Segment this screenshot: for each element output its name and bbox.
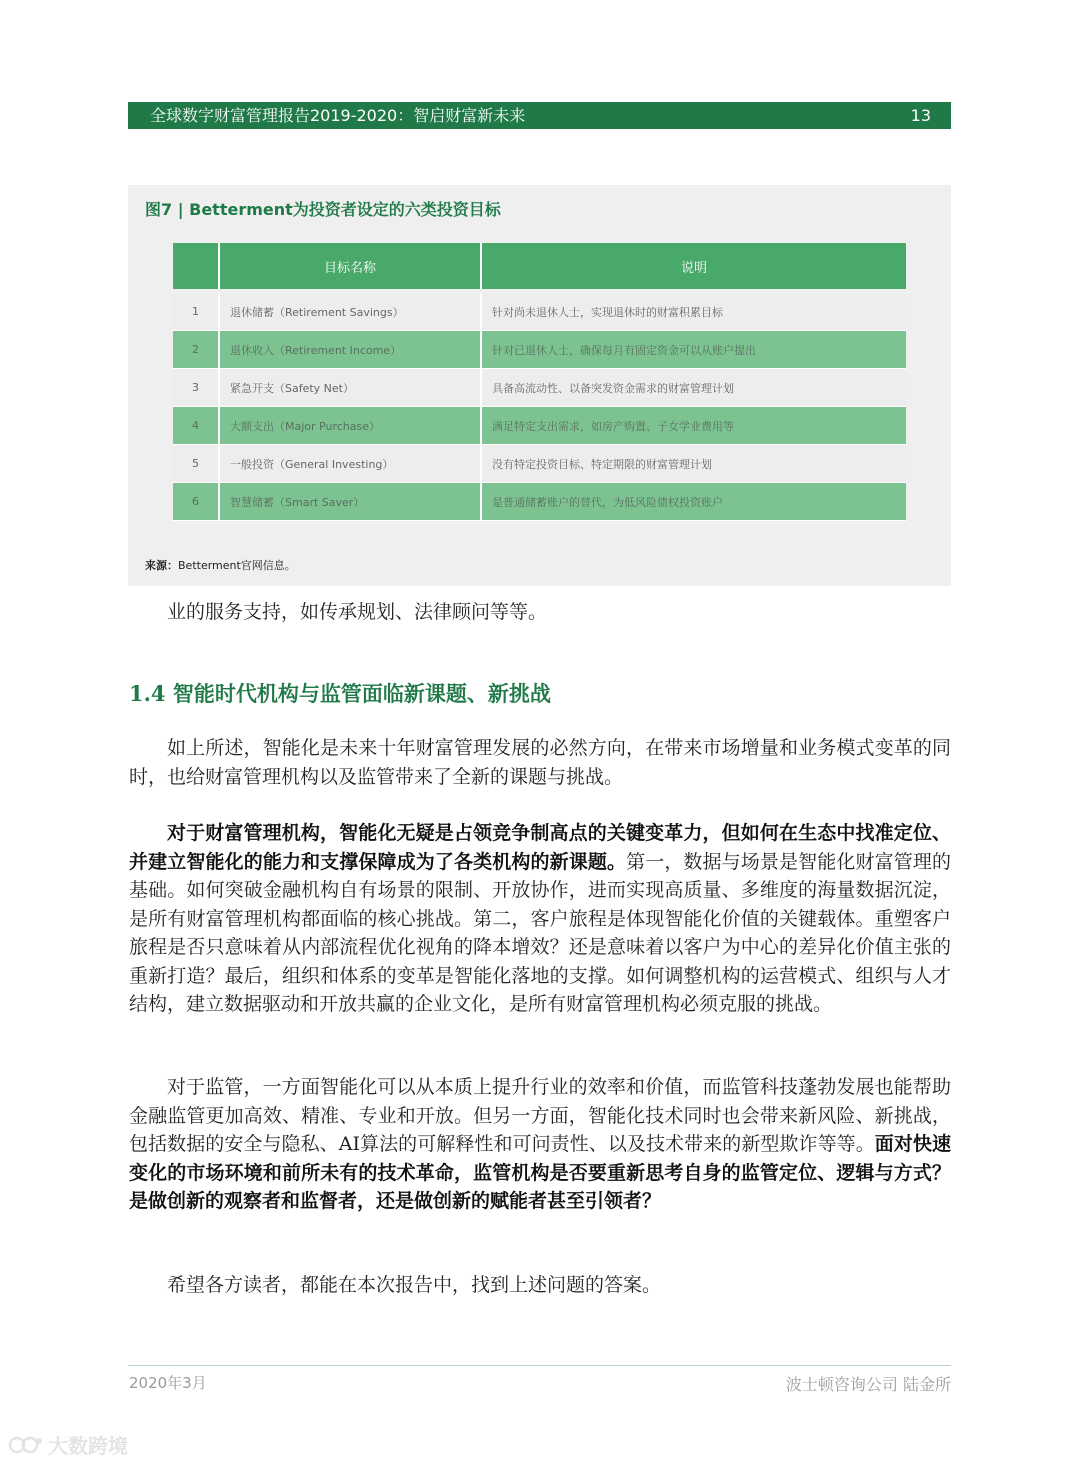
goal-description: 是普通储蓄账户的替代，为低风险债权投资账户 [481, 483, 906, 521]
watermark-text: 大数跨境 [48, 1434, 128, 1458]
continuation-text: 业的服务支持，如传承规划、法律顾问等等。 [167, 601, 548, 623]
table-row [173, 445, 906, 483]
table-row [173, 291, 906, 331]
watermark-logo-icon [8, 1435, 44, 1455]
report-title: 全球数字财富管理报告2019-2020：智启财富新未来 [150, 106, 526, 125]
goal-description: 具备高流动性、以备突发资金需求的财富管理计划 [481, 369, 906, 407]
table-row [173, 483, 906, 521]
row-number: 3 [173, 369, 219, 407]
table-row [173, 369, 906, 407]
paragraph-3-text: 对于监管，一方面智能化可以从本质上提升行业的效率和价值，而监管科技蓬勃发展也能帮助金融监管更加高效、精准、专业和开放。但另一方面，智能化技术同时也会带来新风险、新挑战，包括数据的安全与隐私、AI算法的可解释性和可问责性、以及技术带来的新型欺诈等等。 [129, 1076, 951, 1155]
figure-source [145, 557, 296, 573]
figure-panel [128, 185, 951, 586]
source-text: Betterment官网信息。 [178, 559, 296, 572]
paragraph-4: 希望各方读者，都能在本次报告中，找到上述问题的答案。 [167, 1274, 662, 1296]
footer-divider [128, 1365, 951, 1366]
continuation-paragraph [129, 598, 951, 627]
goal-name: 退休储蓄（Retirement Savings） [219, 291, 481, 331]
goal-name: 大额支出（Major Purchase） [219, 407, 481, 445]
footer-date: 2020年3月 [129, 1374, 207, 1392]
column-header-num [173, 243, 219, 291]
row-number: 5 [173, 445, 219, 483]
figure-title: 图7 | Betterment为投资者设定的六类投资目标 [145, 200, 501, 219]
row-number: 4 [173, 407, 219, 445]
table-row [173, 407, 906, 445]
goal-description: 针对已退休人士，确保每月有固定资金可以从账户提出 [481, 331, 906, 369]
paragraph-3 [129, 1073, 951, 1216]
watermark [8, 1430, 128, 1459]
footer-organizations: 波士顿咨询公司 陆金所 [785, 1375, 951, 1394]
goal-name: 智慧储蓄（Smart Saver） [219, 483, 481, 521]
row-number: 2 [173, 331, 219, 369]
table-row [173, 331, 906, 369]
paragraph-3-bold: 面对快速变化的市场环境和前所未有的技术革命，监管机构是否要重新思考自身的监管定位、逻辑与方式？是做创新的观察者和监督者，还是做创新的赋能者甚至引领者？ [129, 1133, 951, 1212]
paragraph-2 [129, 819, 951, 1019]
column-header-name: 目标名称 [219, 243, 481, 291]
section-heading: 1.4 智能时代机构与监管面临新课题、新挑战 [129, 681, 551, 706]
running-header [128, 102, 951, 129]
row-number: 6 [173, 483, 219, 521]
goals-table [173, 243, 906, 521]
paragraph-2-bold: 对于财富管理机构，智能化无疑是占领竞争制高点的关键变革力，但如何在生态中找准定位、并建立智能化的能力和支撑保障成为了各类机构的新课题。 [129, 822, 951, 873]
paragraph-2-text: 第一，数据与场景是智能化财富管理的基础。如何突破金融机构自有场景的限制、开放协作，进而实现高质量、多维度的海量数据沉淀，是所有财富管理机构都面临的核心挑战。第二，客户旅程是体现智能化价值的关键载体。重塑客户旅程是否只意味着从内部流程优化视角的降本增效？还是意味着以客户为中心的差异化价值主张的重新打造？最后，组织和体系的变革是智能化落地的支撑。如何调整机构的运营模式、组织与人才结构，建立数据驱动和开放共赢的企业文化，是所有财富管理机构必须克服的挑战。 [129, 850, 951, 1015]
goal-name: 退休收入（Retirement Income） [219, 331, 481, 369]
goal-description: 针对尚未退休人士，实现退休时的财富积累目标 [481, 291, 906, 331]
page-number: 13 [910, 106, 931, 125]
paragraph-1: 如上所述，智能化是未来十年财富管理发展的必然方向，在带来市场增量和业务模式变革的同时，也给财富管理机构以及监管带来了全新的课题与挑战。 [129, 737, 951, 788]
goal-description: 没有特定投资目标、特定期限的财富管理计划 [481, 445, 906, 483]
table-header-row [173, 243, 906, 291]
goal-name: 紧急开支（Safety Net） [219, 369, 481, 407]
column-header-desc: 说明 [481, 243, 906, 291]
source-label: 来源： [145, 559, 178, 572]
goal-name: 一般投资（General Investing） [219, 445, 481, 483]
row-number: 1 [173, 291, 219, 331]
goal-description: 满足特定支出需求，如房产购置、子女学业费用等 [481, 407, 906, 445]
